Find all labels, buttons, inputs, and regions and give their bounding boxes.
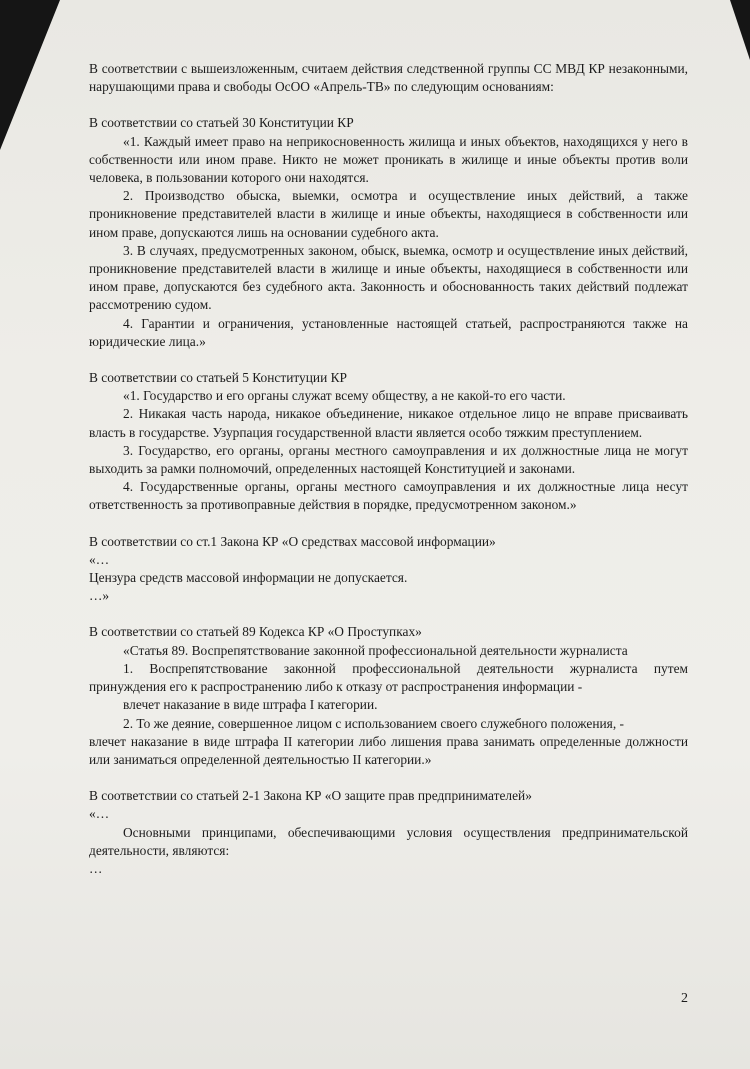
section-article-30 (89, 114, 688, 351)
quote-open: «… (89, 551, 110, 567)
clause-paragraph: 4. Гарантии и ограничения, установленные настоящей статьей, распространяются также на юридические лица.» (89, 315, 688, 349)
clause-paragraph: 4. Государственные органы, органы местного самоуправления и их должностные лица несут ответственность за противоправные действия в порядке, предусмотренном законом.» (89, 479, 688, 513)
section-heading: В соответствии со статьей 2-1 Закона КР «О защите прав предпринимателей» (89, 788, 532, 804)
section-heading: В соответствии со статьей 30 Конституции КР (89, 115, 354, 131)
clause-paragraph: 2. Никакая часть народа, никакое объединение, никакое отдельное лицо не вправе присваивать власть в государстве. Узурпация государственной власти является особо тяжким преступлением. (89, 406, 688, 440)
clause-paragraph: 1. Воспрепятствование законной профессиональной деятельности журналиста путем принуждения его к распространению либо к отказу от распространения информации - (89, 660, 688, 695)
intro-paragraph: В соответствии с вышеизложенным, считаем действия следственной группы СС МВД КР незаконными, нарушающими права и свободы ОсОО «Апрель-ТВ» по следующим основаниям: (89, 61, 688, 95)
section-heading: В соответствии со статьей 89 Кодекса КР «О Проступках» (89, 624, 422, 640)
section-article-89 (89, 623, 688, 769)
quote-open: «… (89, 806, 110, 822)
penalty-line: влечет наказание в виде штрафа II категории либо лишения права занимать определенные должности или заниматься определенной деятельностью II категории.» (89, 733, 688, 767)
clause-paragraph: Цензура средств массовой информации не допускается. (89, 570, 408, 586)
clause-paragraph: Основными принципами, обеспечивающими условия осуществления предпринимательской деятельности, являются: (89, 824, 688, 858)
penalty-line: влечет наказание в виде штрафа I категории. (123, 697, 378, 713)
section-article-2-1 (89, 787, 688, 878)
clause-paragraph: 2. То же деяние, совершенное лицом с использованием своего служебного положения, - (123, 715, 624, 731)
section-article-5 (89, 369, 688, 515)
section-heading: В соответствии со ст.1 Закона КР «О средствах массовой информации» (89, 533, 496, 549)
quote-close: …» (89, 588, 110, 604)
section-media-law (89, 533, 688, 606)
page-number: 2 (681, 991, 688, 1006)
clause-paragraph: «1. Государство и его органы служат всему обществу, а не какой-то его части. (123, 388, 566, 404)
article-title: «Статья 89. Воспрепятствование законной профессиональной деятельности журналиста (123, 642, 628, 658)
background-corner (730, 0, 750, 60)
section-heading: В соответствии со статьей 5 Конституции КР (89, 370, 347, 386)
clause-paragraph: 3. Государство, его органы, органы местного самоуправления и их должностные лица не могут выходить за рамки полномочий, определенных настоящей Конституцией и законами. (89, 442, 688, 477)
quote-close: … (89, 860, 103, 876)
clause-paragraph: 3. В случаях, предусмотренных законом, обыск, выемка, осмотр и осуществление иных действий, проникновение представителей власти в жилище и иные объекты, находящиеся в собственности или ином праве, допускаются без судебного акта. Законность и обоснованность таких действий подлежат рассмотрению судом. (89, 242, 688, 313)
clause-paragraph: 2. Производство обыска, выемки, осмотра и осуществление иных действий, а также проникновение представителей власти в жилище и иные объекты, находящиеся в собственности или ином праве, допускаются лишь на основании судебного акта. (89, 188, 688, 240)
clause-paragraph: «1. Каждый имеет право на неприкосновенность жилища и иных объектов, находящихся у него в собственности или ином праве. Никто не может проникать в жилище и иные объекты против воли человека, в пользовании которого они находятся. (89, 133, 688, 186)
background-corner (0, 0, 60, 150)
